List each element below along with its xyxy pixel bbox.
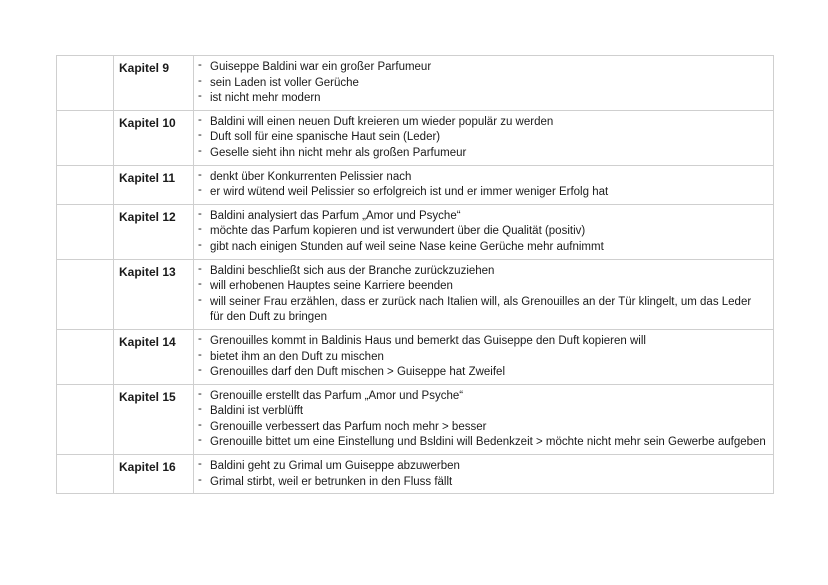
list-item: - er wird wütend weil Pelissier so erfolgreich ist und er immer weniger Erfolg hat: [194, 185, 767, 201]
chapter-notes: [194, 455, 774, 494]
table-row: [57, 384, 774, 454]
list-item: - Baldini beschließt sich aus der Branche zurückzuziehen: [194, 264, 767, 280]
list-item: - Baldini will einen neuen Duft kreieren um wieder populär zu werden: [194, 115, 767, 131]
list-item: - Baldini ist verblüfft: [194, 404, 767, 420]
chapter-label: Kapitel 10: [114, 110, 194, 165]
empty-cell: [57, 165, 114, 204]
chapter-notes: [194, 110, 774, 165]
bullet-list: [194, 209, 767, 256]
list-item: - Grenouille bittet um eine Einstellung und Bsldini will Bedenkzeit > möchte nicht mehr sein Gewerbe aufgeben: [194, 435, 767, 451]
list-item: - möchte das Parfum kopieren und ist verwundert über die Qualität (positiv): [194, 224, 767, 240]
chapter-notes: [194, 165, 774, 204]
empty-cell: [57, 56, 114, 111]
table-row: [57, 259, 774, 329]
chapter-notes: [194, 259, 774, 329]
list-item: - Grimal stirbt, weil er betrunken in den Fluss fällt: [194, 475, 767, 491]
chapter-label: Kapitel 12: [114, 204, 194, 259]
table-row: [57, 110, 774, 165]
list-item: - Grenouille verbessert das Parfum noch mehr > besser: [194, 420, 767, 436]
empty-cell: [57, 329, 114, 384]
bullet-list: [194, 389, 767, 451]
chapter-label: Kapitel 16: [114, 455, 194, 494]
chapter-label: Kapitel 9: [114, 56, 194, 111]
bullet-list: [194, 170, 767, 201]
chapter-label: Kapitel 15: [114, 384, 194, 454]
list-item: - Grenouille erstellt das Parfum „Amor und Psyche“: [194, 389, 767, 405]
chapter-label: Kapitel 13: [114, 259, 194, 329]
list-item: - gibt nach einigen Stunden auf weil seine Nase keine Gerüche mehr aufnimmt: [194, 240, 767, 256]
bullet-list: [194, 459, 767, 490]
chapter-summary-table: [56, 55, 774, 494]
table-row: [57, 455, 774, 494]
list-item: - sein Laden ist voller Gerüche: [194, 76, 767, 92]
list-item: - Baldini analysiert das Parfum „Amor und Psyche“: [194, 209, 767, 225]
list-item: - ist nicht mehr modern: [194, 91, 767, 107]
bullet-list: [194, 264, 767, 326]
bullet-list: [194, 115, 767, 162]
chapter-notes: [194, 329, 774, 384]
chapter-notes: [194, 204, 774, 259]
bullet-list: [194, 60, 767, 107]
list-item: - Duft soll für eine spanische Haut sein (Leder): [194, 130, 767, 146]
chapter-label: Kapitel 11: [114, 165, 194, 204]
chapter-notes: [194, 384, 774, 454]
list-item: - will erhobenen Hauptes seine Karriere beenden: [194, 279, 767, 295]
list-item: - Geselle sieht ihn nicht mehr als großen Parfumeur: [194, 146, 767, 162]
chapter-label: Kapitel 14: [114, 329, 194, 384]
list-item: - Baldini geht zu Grimal um Guiseppe abzuwerben: [194, 459, 767, 475]
table-row: [57, 204, 774, 259]
list-item: - Grenouilles darf den Duft mischen > Guiseppe hat Zweifel: [194, 365, 767, 381]
table-row: [57, 329, 774, 384]
empty-cell: [57, 204, 114, 259]
empty-cell: [57, 384, 114, 454]
chapter-rows: [57, 56, 774, 494]
list-item: - Grenouilles kommt in Baldinis Haus und bemerkt das Guiseppe den Duft kopieren will: [194, 334, 767, 350]
empty-cell: [57, 110, 114, 165]
table-row: [57, 165, 774, 204]
table-row: [57, 56, 774, 111]
chapter-notes: [194, 56, 774, 111]
list-item: - bietet ihm an den Duft zu mischen: [194, 350, 767, 366]
empty-cell: [57, 259, 114, 329]
bullet-list: [194, 334, 767, 381]
list-item: - denkt über Konkurrenten Pelissier nach: [194, 170, 767, 186]
list-item: - Guiseppe Baldini war ein großer Parfumeur: [194, 60, 767, 76]
empty-cell: [57, 455, 114, 494]
list-item: - will seiner Frau erzählen, dass er zurück nach Italien will, als Grenouilles an der Tür klingelt, um das Leder für den Duft zu bringen: [194, 295, 767, 326]
